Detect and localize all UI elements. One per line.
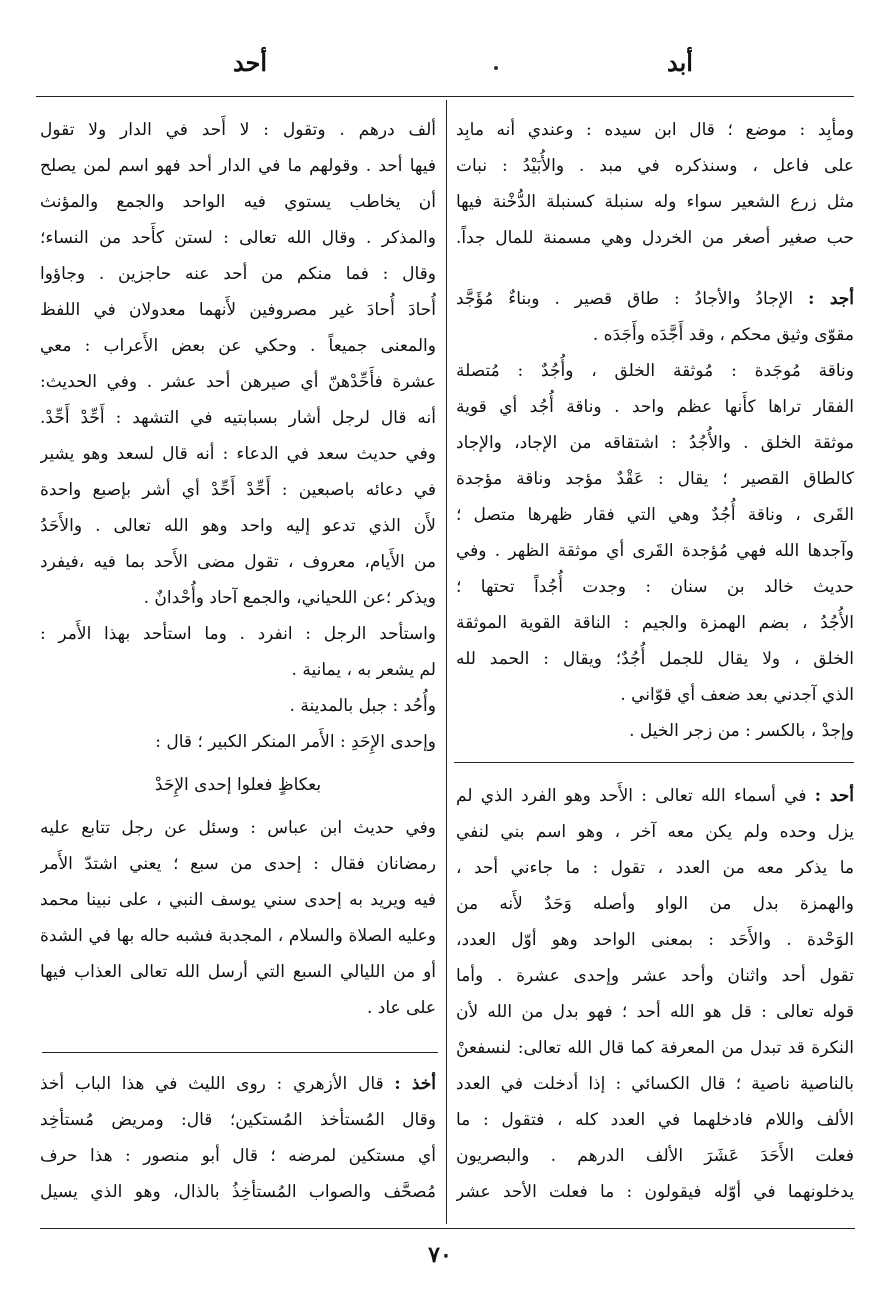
text-line: يدخلونهما في أوّله فيقولون : ما فعلت الأحد عشر xyxy=(456,1182,854,1202)
text-line: مثل زرع الشعير سواء وله سنبلة كسنبلة الدُّخْنة فيها xyxy=(456,192,854,212)
text-line: فيها أحد . وقولهم ما في الدار أحد فهو اسم لمن يصلح xyxy=(40,156,436,176)
text-line: عشرة فأَحِّدْهنّ أي صيرهن أحد عشر . وفي الحديث: xyxy=(40,372,436,392)
text-line: أو من الليالي السبع التي أرسل الله تعالى العذاب فيها xyxy=(40,962,436,982)
text-line: وقال المُستأخذ المُستكين؛ قال: ومريض مُستأخِد xyxy=(40,1110,436,1130)
text-line: واستأحد الرجل : انفرد . وما استأحد بهذا الأَمر : xyxy=(40,624,436,644)
text-line: بالناصية ناصية ؛ قال الكسائي : إذا أدخلت في العدد xyxy=(456,1074,854,1094)
text-line: رمضانان فقال : إحدى من سبع ؛ يعني اشتدّ الأَمر xyxy=(40,854,436,874)
text-line: أُحادَ أُحادَ غير مصروفين لأَنهما معدولان في اللفظ xyxy=(40,300,436,320)
text-line: قوله تعالى : قل هو الله أحد ؛ فهو بدل من الله لأن xyxy=(456,1002,854,1022)
entry-separator-left xyxy=(42,1052,438,1053)
right-column-entry-ahd xyxy=(456,778,854,1210)
text-line: فيه ويريد به إحدى سني يوسف النبي ، على نبينا محمد xyxy=(40,890,436,910)
text-line: وعليه الصلاة والسلام ، المجدبة فشبه حاله بها في الشدة xyxy=(40,926,436,946)
text-line: وناقة مُوجَدة : مُوثقة الخلق ، وأُجُدٌ : مُتصلة xyxy=(456,361,854,381)
text-line: أي مستكين لمرضه ؛ قال أبو منصور : هذا حرف xyxy=(40,1146,436,1166)
text-line: وإجدْ ، بالكسر : من زجر الخيل . xyxy=(629,721,854,741)
text-line: الوَحْدة . والأَحَد : بمعنى الواحد وهو أوّل العدد، xyxy=(456,930,854,950)
text-line: ما يذكر معه من العدد ، تقول : ما جاءني أحد ، xyxy=(456,858,854,878)
text-line: القَرى ، وناقة أُجُدٌ وهي التي فقار ظهرها متصل ؛ xyxy=(456,505,854,525)
text-line: النكرة قد تبدل من المعرفة كما قال الله تعالى: لنسفعنْ xyxy=(456,1038,854,1058)
text-line: موثقة الخلق . والأُجُدُ : اشتقاقه من الإجاد، والإجاد xyxy=(456,433,854,453)
text-line: أن يخاطب يستوي فيه الواحد والجمع والمؤنث xyxy=(40,192,436,212)
text-line: وآجدها الله فهي مُؤجدة القَرى أي موثقة الظهر . وفي xyxy=(456,541,854,561)
bottom-rule xyxy=(40,1228,855,1229)
text-line: لم يشعر به ، يمانية . xyxy=(291,660,436,680)
text-line: وإحدى الإِحَدِ : الأَمر المنكر الكبير ؛ قال : xyxy=(155,732,436,752)
text-span: قال الأزهري : روى الليث في هذا الباب أخذ xyxy=(40,1074,384,1094)
text-line: ألف درهم . وتقول : لا أَحد في الدار ولا تقول xyxy=(40,120,436,140)
text-line: والهمزة بدل من الواو وأصله وَحَدٌ لأَنه من xyxy=(456,894,854,914)
text-line: من الأَيام، معروف ، تقول مضى الأَحد بما فيه ،فيفرد xyxy=(40,552,436,572)
right-column-entry-abd xyxy=(456,112,854,256)
text-line: وفي حديث ابن عباس : وسئل عن رجل تتابع عليه xyxy=(40,818,436,838)
text-line: مُصحَّف والصواب المُستأخِذُ بالذال، وهو الذي يسيل xyxy=(40,1182,436,1202)
text-line: فعلت الأَحَدَ عَشَرَ الألف الدرهم . والبصريون xyxy=(456,1146,854,1166)
header-dot xyxy=(494,66,498,70)
text-line: تقول أحد واثنان وأحد عشر وإحدى عشرة . وأما xyxy=(456,966,854,986)
text-span: الإجادُ والأجادُ : طاق قصير . وبناءٌ مُؤَجَّد xyxy=(456,289,794,309)
text-line: والمذكر . وقال الله تعالى : لستن كأَحد من النساء؛ xyxy=(40,228,436,248)
text-line: على عاد . xyxy=(366,998,436,1018)
text-line: وفي حديث سعد في الدعاء : أنه قال لسعد وهو يشير xyxy=(40,444,436,464)
text-line: وأُحُد : جبل بالمدينة . xyxy=(289,696,436,716)
top-rule xyxy=(36,96,854,97)
headword: أخذ : xyxy=(394,1074,436,1094)
text-line: وقال : فما منكم من أحد عنه حاجزين . وجاؤوا xyxy=(40,264,436,284)
text-line: حديث خالد بن سنان : وجدت أُجُداً تحتها ؛ xyxy=(456,577,854,597)
text-line: أنه قال لرجل أشار بسبابتيه في التشهد : أَحِّدْ أَحِّدْ. xyxy=(40,408,436,428)
text-line: الذي آجدني بعد ضعف أي قوّاني . xyxy=(620,685,854,705)
entry-separator-right xyxy=(454,762,854,763)
column-divider xyxy=(446,100,447,1224)
headword: أحد : xyxy=(814,786,854,806)
text-line-with-headword xyxy=(456,281,854,317)
text-line: حب صغير أصغر من الخردل وهي مسمنة للمال جداً. xyxy=(456,228,854,248)
text-line: يزل وحده ولم يكن معه آخر ، وهو اسم بني لنفي xyxy=(456,822,854,842)
text-line-with-headword xyxy=(456,778,854,814)
verse-line: بعكاظٍ فعلوا إحدى الإِحَدْ xyxy=(154,775,322,795)
page-number: ٧٠ xyxy=(428,1242,452,1268)
text-line: في دعائه باصبعين : أَحِّدْ أَحِّدْ أي أشر بإصبع واحدة xyxy=(40,480,436,500)
headword: أجد : xyxy=(808,289,854,309)
left-column-entry-akhdh xyxy=(40,1066,436,1210)
right-column-entry-ajd xyxy=(456,281,854,749)
text-span: في أسماء الله تعالى : الأَحد وهو الفرد الذي لم xyxy=(456,786,807,806)
text-line: لأَن الذي تدعو إليه واحد وهو الله تعالى . والأَحَدُ xyxy=(40,516,436,536)
text-line-with-headword xyxy=(40,1066,436,1102)
text-line: الألف واللام فادخلهما في العدد كله ، فتقول : ما xyxy=(456,1110,854,1130)
text-line: ويذكر ؛عن اللحياني، والجمع آحاد وأُحْدانٌ . xyxy=(143,588,436,608)
text-line: ومأبِد : موضع ؛ قال ابن سيده : وعندي أنه مابِد xyxy=(456,120,854,140)
text-line: والمعنى جميعاً . وحكي عن بعض الأَعراب : معي xyxy=(40,336,436,356)
running-head-left: أحد xyxy=(232,48,268,77)
text-line: الفقار تراها كأَنها عظم واحد . وناقة أُجُد أي قوية xyxy=(456,397,854,417)
running-head-right: أبد xyxy=(667,48,693,77)
left-column-entry-ahd-continued xyxy=(40,112,436,1026)
text-line: الأُجُدُ ، بضم الهمزة والجيم : الناقة القوية الموثقة xyxy=(456,613,854,633)
text-line: الخلق ، ولا يقال للجمل أُجُدٌ؛ ويقال : الحمد لله xyxy=(456,649,854,669)
text-line: على فاعل ، وسنذكره في مبد . والأُبَيْدُ : نبات xyxy=(456,156,854,176)
text-line: كالطاق القصير ؛ يقال : عَقْدٌ مؤجد وناقة مؤجدة xyxy=(456,469,854,489)
text-line: مقوّى وثيق محكم ، وقد أَجَّدَه وأَجَدَه . xyxy=(592,325,854,345)
